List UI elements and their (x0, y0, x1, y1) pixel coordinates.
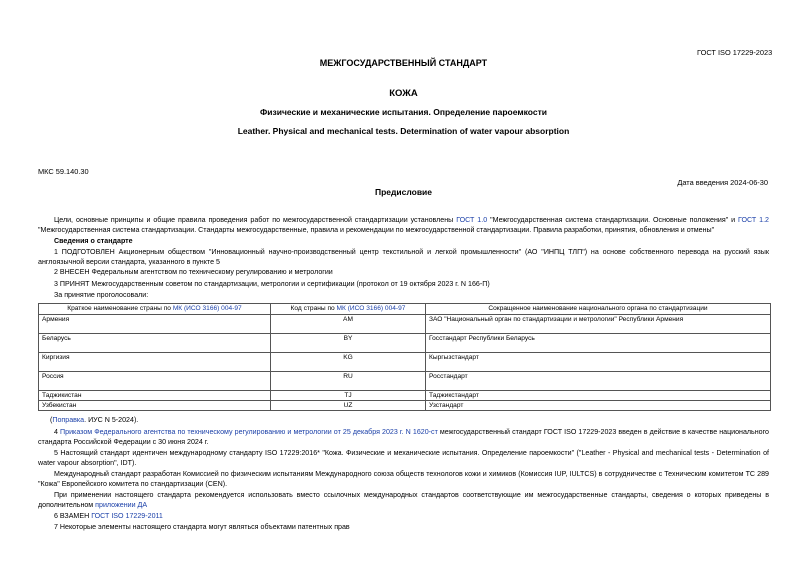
country-cell: Армения (39, 315, 271, 334)
column-header-code: Код страны по МК (ИСО 3166) 004-97 (271, 304, 426, 315)
table-header-row (39, 304, 771, 315)
body-cell: Кыргызстандарт (426, 353, 771, 372)
order-link[interactable]: Приказом Федерального агентства по техническому регулированию и метрологии от 25 декабря 2023 г. N 1620-ст (60, 428, 438, 436)
body-cell: Таджикстандарт (426, 391, 771, 401)
body-cell: Госстандарт Республики Беларусь (426, 334, 771, 353)
title-english: Leather. Physical and mechanical tests. Determination of water vapour absorption (237, 126, 570, 136)
countries-table (38, 303, 771, 411)
replaced-gost-link[interactable]: ГОСТ ISO 17229-2011 (91, 512, 163, 520)
code-cell: BY (271, 334, 426, 353)
column-header-country: Краткое наименование страны по МК (ИСО 3166) 004-97 (39, 304, 271, 315)
table-row (39, 334, 771, 353)
country-cell: Узбекистан (39, 401, 271, 411)
foreword-heading: Предисловие (374, 187, 433, 197)
item-5-paragraph: 5 Настоящий стандарт идентичен международному стандарту ISO 17229:2016* "Кожа. Физические и механические испытания. Определение пароемкости" ("Leather - Physical and mechanical tests - Determination of water vapour absorption", IDT). (38, 449, 769, 467)
mk-iso-link[interactable]: МК (ИСО 3166) 004-97 (336, 305, 406, 312)
column-header-body: Сокращенное наименование национального органа по стандартизации (426, 304, 771, 315)
about-item-1 (38, 248, 769, 267)
body-cell: ЗАО "Национальный орган по стандартизации и метрологии" Республики Армения (426, 315, 771, 334)
item-6: 6 ВЗАМЕН ГОСТ ISO 17229-2011 (54, 512, 163, 520)
country-cell: Россия (39, 372, 271, 391)
item-4-paragraph: 4 Приказом Федерального агентства по техническому регулированию и метрологии от 25 декабря 2023 г. N 1620-ст межгосударственный стандарт ГОСТ ISO 17229-2023 введен в действие в качестве национального стандарта Российской Федерации с 30 июня 2024 г. (38, 428, 769, 446)
about-heading: Сведения о стандарте (54, 237, 133, 245)
code-cell: KG (271, 353, 426, 372)
amendment-link[interactable]: Поправка (52, 416, 85, 424)
standard-type-heading: МЕЖГОСУДАРСТВЕННЫЙ СТАНДАРТ (319, 58, 488, 68)
country-cell: Таджикистан (39, 391, 271, 401)
amendment-note: (Поправка. ИУС N 5-2024). (50, 416, 139, 424)
item-5-intl-paragraph: Международный стандарт разработан Комиссией по физическим испытаниям Международного союза обществ технологов кожи и химиков (Комиссия IUP, IULTCS) в сотрудничестве с Техническим комитетом TC 289 "Кожа" Европейского комитета по стандартизации (CEN). (38, 470, 769, 488)
mk-iso-link[interactable]: МК (ИСО 3166) 004-97 (172, 305, 242, 312)
about-item-2: 2 ВНЕСЕН Федеральным агентством по техническому регулированию и метрологии (54, 268, 333, 276)
country-cell: Беларусь (39, 334, 271, 353)
gost-1-0-link[interactable]: ГОСТ 1.0 (456, 216, 488, 224)
item-7: 7 Некоторые элементы настоящего стандарта могут являться объектами патентных прав (54, 523, 350, 531)
body-cell: Росстандарт (426, 372, 771, 391)
document-code: ГОСТ ISO 17229-2023 (697, 48, 773, 57)
intro-text-1: Цели, основные принципы и общие правила проведения работ по межгосударственной стандартизации установлены (54, 216, 454, 224)
code-cell: TJ (271, 391, 426, 401)
voted-label: За принятие проголосовали: (54, 291, 149, 299)
subject-heading: КОЖА (389, 88, 418, 99)
about-item-1-text: 1 ПОДГОТОВЛЕН Акционерным обществом "Инновационный научно-производственный центр текстильной и легкой промышленности" (АО "ИНПЦ ТЛП") на основе собственного перевода на русский язык англоязычной версии стандарта, указанного в пункте 5 (38, 248, 769, 266)
code-cell: UZ (271, 401, 426, 411)
country-cell: Киргизия (39, 353, 271, 372)
about-item-3: 3 ПРИНЯТ Межгосударственным советом по стандартизации, метрологии и сертификации (протокол от 19 октября 2023 г. N 166-П) (54, 280, 490, 288)
table-row (39, 315, 771, 334)
code-cell: RU (271, 372, 426, 391)
appendix-da-link[interactable]: приложении ДА (95, 500, 148, 509)
intro-paragraph (38, 216, 769, 235)
item-5-usage-paragraph: При применении настоящего стандарта рекомендуется использовать вместо ссылочных международных стандартов соответствующие им межгосударственные стандарты, сведения о которых приведены в дополнительном приложении ДА (38, 491, 769, 509)
body-cell: Узстандарт (426, 401, 771, 411)
title-russian: Физические и механические испытания. Определение пароемкости (260, 107, 547, 117)
gost-1-2-link[interactable]: ГОСТ 1.2 (738, 216, 769, 224)
table-row (39, 401, 771, 411)
intro-text-2: "Межгосударственная система стандартизации. Основные положения" и (490, 216, 736, 224)
mks-code: МКС 59.140.30 (38, 167, 89, 176)
table-row (39, 372, 771, 391)
table-row (39, 353, 771, 372)
table-row (39, 391, 771, 401)
introduction-date: Дата введения 2024-06-30 (677, 178, 768, 187)
code-cell: AM (271, 315, 426, 334)
intro-text-3: "Межгосударственная система стандартизации. Стандарты межгосударственные, правила и рекомендации по межгосударственной стандартизации. Правила разработки, принятия, обновления и отмены" (38, 225, 715, 234)
